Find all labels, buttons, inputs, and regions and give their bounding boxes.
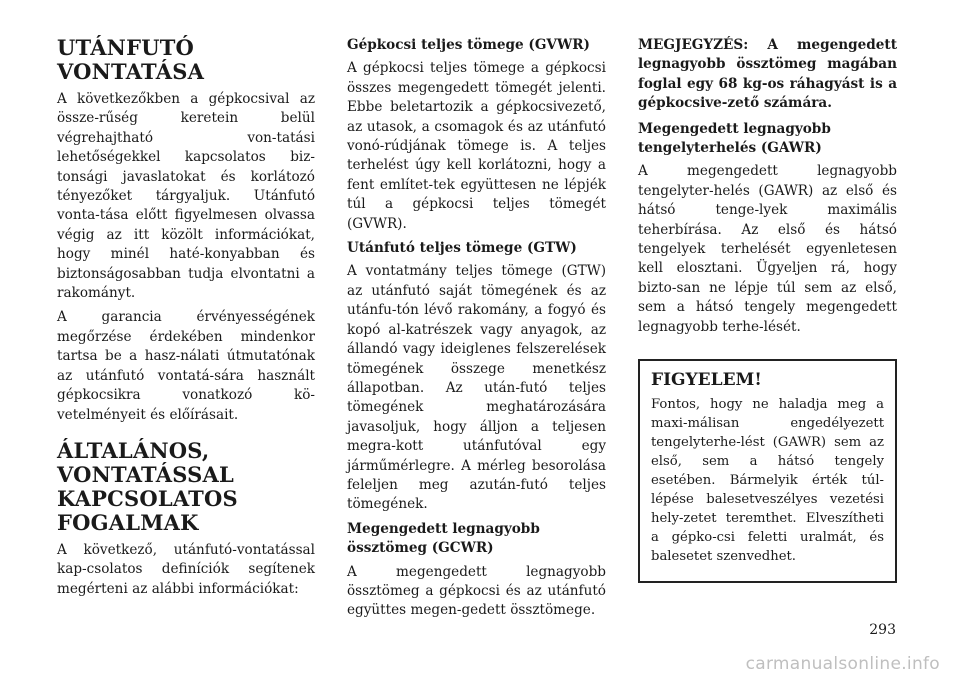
column-middle [347, 28, 606, 626]
heading-line: UTÁNFUTÓ [57, 35, 195, 60]
gawr-title: Megengedett legnagyobb tengelyterhelés (GAWR) [638, 120, 831, 157]
heading-line: VONTATÁSSAL [57, 461, 234, 487]
gtw-title: Utánfutó teljes tömege (GTW) [347, 240, 577, 257]
definitions-intro-paragraph: A következő, utánfutó-vontatással kap-csolatos definíciók segítenek megérteni az alábbi információkat: [57, 541, 315, 597]
page-number: 293 [869, 622, 896, 638]
note-paragraph: MEGJEGYZÉS: A megengedett legnagyobb össztömeg magában foglal egy 68 kg-os ráhagyást is a gépkocsive-zető számára. [638, 37, 897, 112]
gawr-text: A megengedett legnagyobb tengelyter-helés (GAWR) az első és hátsó tenge-lyek maximális teherbírása. Az első és hátsó tengelyek terhelését egyenletesen kell elosztani. Ügyeljen rá, hogy bizto-san ne lépje túl sem az első, sem a hátsó tengely megengedett legnagyobb terhe-lését. [638, 163, 897, 335]
gcwr-title: Megengedett legnagyobb össztömeg (GCWR) [347, 520, 540, 557]
heading-line: FOGALMAK [57, 509, 199, 535]
column-left [57, 28, 315, 604]
heading-line: ÁLTALÁNOS, [57, 437, 210, 463]
section-heading-trailer-towing [57, 36, 315, 84]
heading-line: KAPCSOLATOS [57, 485, 238, 511]
heading-line: VONTATÁSA [57, 59, 205, 84]
warranty-paragraph: A garancia érvényességének megőrzése érdekében mindenkor tartsa be a hasz-nálati útmutatónak az utánfutó vontatá-sára használt gépkocsikra vonatkozó kö-vetelményeit és előírásait. [57, 309, 315, 423]
watermark: carmanualsonline.info [745, 654, 940, 674]
warning-box [638, 359, 897, 583]
section-heading-general-terms [57, 439, 315, 535]
gtw-text: A vontatmány teljes tömege (GTW) az utánfutó saját tömegének és az utánfu-tón lévő rakomány, a fogyó és kopó al-katrészek vagy anyagok, az állandó vagy ideiglenes felszerelések tömegének összege menetkész állapotban. Az után-futó teljes tömegének meghatározására javasoljuk, hogy álljon a teljesen megra-kott utánfutóval egy járműmérlegre. A mérleg besorolása feleljen meg azután-futó teljes tömegének. [347, 263, 606, 513]
warning-text: Fontos, hogy ne haladja meg a maxi-málisan engedélyezett tengelyterhe-lést (GAWR) sem az első, sem a hátsó tengely esetében. Bármelyik érték túl-lépése balesetveszélyes vezetési hely-zetet teremthet. Elveszítheti a gépko-csi feletti uralmát, és balesetet szenvedhet. [651, 397, 884, 565]
column-right [638, 28, 897, 583]
gvwr-text: A gépkocsi teljes tömege a gépkocsi összes megengedett tömegét jelenti. Ebbe beletartozik a gépkocsivezető, az utasok, a csomagok és az utánfutó vonó-rúdjának tömege is. A teljes terhelést úgy kell korlátozni, hogy a fent említet-tek együttesen ne lépjék túl a gépkocsi teljes tömegét (GVWR). [347, 60, 606, 232]
gvwr-title: Gépkocsi teljes tömege (GVWR) [347, 37, 590, 53]
warning-title: FIGYELEM! [651, 370, 762, 391]
intro-paragraph: A következőkben a gépkocsival az össze-rűség keretein belül végrehajtható von-tatási lehetőségekkel kapcsolatos biz-tonsági javaslatokat és korlátozó tényezőket tárgyaljuk. Utánfutó vonta-tása előtt figyelmesen olvassa végig az itt közölt információkat, hogy minél haté-konyabban és biztonságosabban tudja elvontatni a rakományt. [57, 91, 315, 302]
gcwr-text: A megengedett legnagyobb össztömeg a gépkocsi és az utánfutó együttes megen-gedett össztömege. [347, 563, 606, 619]
